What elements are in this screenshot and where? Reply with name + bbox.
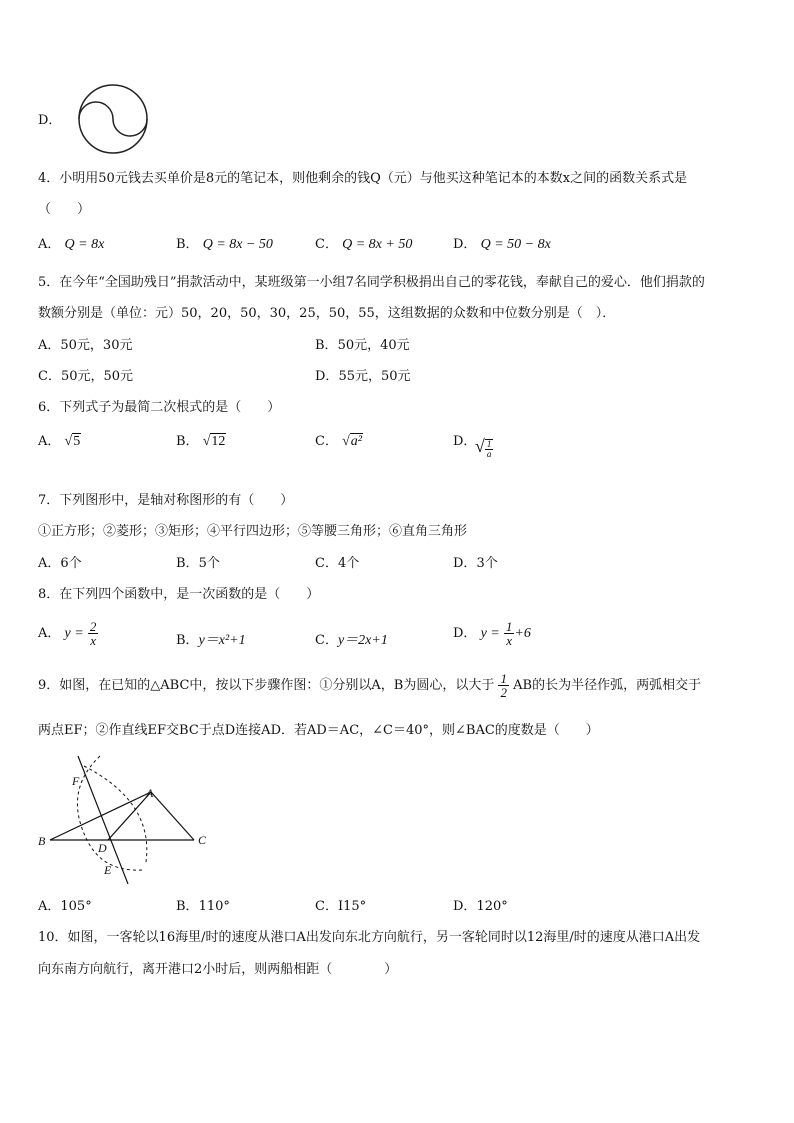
q9-option-b[interactable] (176, 895, 230, 914)
option-text: 50元，50元 (60, 369, 134, 384)
q10-stem-line1: 10．如图，一客轮以16海里/时的速度从港口A出发向东北方向航行，另一客轮同时以12海里/时的速度从港口A出发 (38, 930, 701, 945)
q8-option-b[interactable] (176, 629, 246, 649)
fraction-numerator: 2 (89, 619, 97, 634)
option-label: C． (38, 369, 61, 384)
q3-option-d-figure (76, 82, 152, 156)
sqrt-expr: √5 (64, 434, 81, 449)
sqrt-fraction (485, 439, 494, 459)
sqrt-sign: √ (475, 436, 485, 456)
q8-option-a[interactable] (38, 620, 98, 647)
q6-option-c[interactable] (315, 430, 363, 450)
q6-option-d-sqrt (475, 436, 493, 459)
q5-stem-line2: 数额分别是（单位：元）50，20，50，30，25，50，55，这组数据的众数和中位数分别是（ ）． (38, 306, 616, 321)
option-label: C． (315, 556, 338, 571)
q9-stem-part1: 9．如图，在已知的△ABC中，按以下步骤作图：①分别以A，B为圆心，以大于 (38, 678, 495, 693)
option-text: 110° (198, 899, 230, 914)
option-text: 120° (476, 899, 508, 914)
q5-option-a[interactable] (38, 334, 132, 353)
option-text: 50元，30元 (60, 338, 133, 353)
option-label: B． (176, 556, 199, 571)
option-label: B． (176, 237, 199, 252)
q5-option-d[interactable] (315, 365, 411, 384)
option-text: 3个 (476, 556, 498, 571)
option-label: A． (38, 434, 61, 449)
option-label: B． (315, 338, 338, 353)
option-label: D． (453, 899, 477, 914)
q9-figure (34, 752, 214, 884)
option-label: B． (176, 434, 199, 449)
fraction-denominator: a (486, 448, 492, 459)
option-expr: Q = 50 − 8x (480, 237, 551, 252)
option-label: D． (453, 237, 477, 252)
q9-stem-part2: AB的长为半径作弧，两弧相交于 (513, 678, 702, 693)
option-label: A． (38, 626, 61, 641)
option-expr: y＝2x+1 (337, 633, 388, 648)
option-text: 50元，40元 (337, 338, 410, 353)
q6-option-b[interactable] (176, 430, 226, 450)
fraction-denominator: x (506, 633, 513, 648)
q9-option-a[interactable] (38, 895, 92, 914)
option-label: C． (315, 633, 338, 648)
option-expr: y＝x²+1 (198, 633, 246, 648)
label-d: D (98, 841, 107, 855)
q7-option-d[interactable] (453, 552, 498, 571)
q4-option-a[interactable] (38, 233, 104, 253)
option-tail: +6 (514, 626, 531, 641)
q5-stem-line1: 5．在今年“全国助残日”捐款活动中，某班级第一小组7名同学积极捐出自己的零花钱，奉献自己的爱心．他们捐款的 (38, 275, 705, 290)
q4-option-d[interactable] (453, 233, 551, 253)
option-label: A． (38, 556, 61, 571)
option-expr: Q = 8x − 50 (202, 237, 273, 252)
q5-option-b[interactable] (315, 334, 410, 353)
option-text: I15° (337, 899, 367, 914)
q7-shape-list: ①正方形；②菱形；③矩形；④平行四边形；⑤等腰三角形；⑥直角三角形 (38, 524, 468, 539)
option-label: B． (176, 899, 199, 914)
option-text: 55元，50元 (338, 369, 411, 384)
radicand: 12 (211, 434, 226, 449)
fraction-numerator: 1 (500, 671, 507, 686)
option-label: C． (315, 434, 338, 449)
option-lhs: y = (480, 626, 500, 641)
q9-option-d[interactable] (453, 895, 508, 914)
option-expr: Q = 8x (64, 237, 105, 252)
option-text: 4个 (337, 556, 360, 571)
option-label: C． (315, 237, 338, 252)
radicand: 5 (73, 434, 81, 449)
option-label: D． (453, 626, 477, 641)
q8-stem: 8．在下列四个函数中，是一次函数的是（ ） (38, 587, 320, 602)
q4-option-c[interactable] (315, 233, 412, 253)
label-f: F (72, 774, 80, 788)
sqrt-expr: √a² (342, 434, 362, 449)
q7-option-b[interactable] (176, 552, 220, 571)
fraction-numerator: 1 (486, 438, 492, 449)
segment-ad (108, 792, 151, 840)
option-label: D． (453, 556, 477, 571)
option-expr: Q = 8x + 50 (342, 237, 413, 252)
fraction-denominator: x (90, 633, 96, 648)
label-e: E (104, 863, 112, 877)
q4-stem-line2: （ ） (38, 202, 91, 217)
line-ef (78, 756, 128, 884)
q9-stem-line2: 两点EF；②作直线EF交BC于点D连接AD．若AD＝AC，∠C＝40°，则∠BAC的度数是（ ） (38, 723, 599, 738)
q3-option-d-label: D． (38, 113, 62, 128)
q7-option-a[interactable] (38, 552, 82, 571)
fraction-denominator: 2 (500, 685, 507, 700)
q8-option-d[interactable] (453, 620, 531, 647)
option-label: C． (315, 899, 338, 914)
option-label: A． (38, 899, 61, 914)
q4-stem-line1: 4．小明用50元钱去买单价是8元的笔记本，则他剩余的钱Q（元）与他买这种笔记本的本数x之间的函数关系式是 (38, 171, 688, 186)
q7-option-c[interactable] (315, 552, 359, 571)
q6-option-a[interactable] (38, 430, 81, 450)
label-c: C (198, 833, 207, 847)
segment-ac (151, 792, 194, 840)
q9-stem-line1 (38, 672, 701, 699)
arc-centered-b (84, 766, 147, 862)
q6-stem: 6．下列式子为最简二次根式的是（ ） (38, 400, 281, 415)
radicand: a² (350, 434, 362, 449)
option-label: A． (38, 237, 61, 252)
q7-stem: 7．下列图形中，是轴对称图形的有（ ） (38, 493, 294, 508)
q5-option-c[interactable] (38, 365, 133, 384)
option-label: A． (38, 338, 61, 353)
label-b: B (38, 834, 46, 848)
option-fraction (88, 620, 99, 647)
option-lhs: y = (64, 626, 84, 641)
option-label: D． (315, 369, 339, 384)
q4-option-b[interactable] (176, 233, 273, 253)
q9-fraction (498, 672, 509, 699)
option-fraction (504, 620, 515, 647)
q8-option-c[interactable] (315, 629, 388, 649)
q9-option-c[interactable] (315, 895, 366, 914)
option-label: B． (176, 633, 199, 648)
q6-option-d[interactable] (453, 430, 476, 449)
option-label: D． (453, 434, 477, 449)
sqrt-expr: √12 (202, 434, 226, 449)
option-text: 5个 (198, 556, 220, 571)
option-text: 6个 (60, 556, 82, 571)
label-a: A (146, 786, 154, 800)
segment-ab (50, 792, 151, 840)
q10-stem-line2: 向东南方向航行，离开港口2小时后，则两船相距（ ） (38, 962, 398, 977)
fraction-numerator: 1 (505, 619, 513, 634)
option-text: 105° (60, 899, 92, 914)
